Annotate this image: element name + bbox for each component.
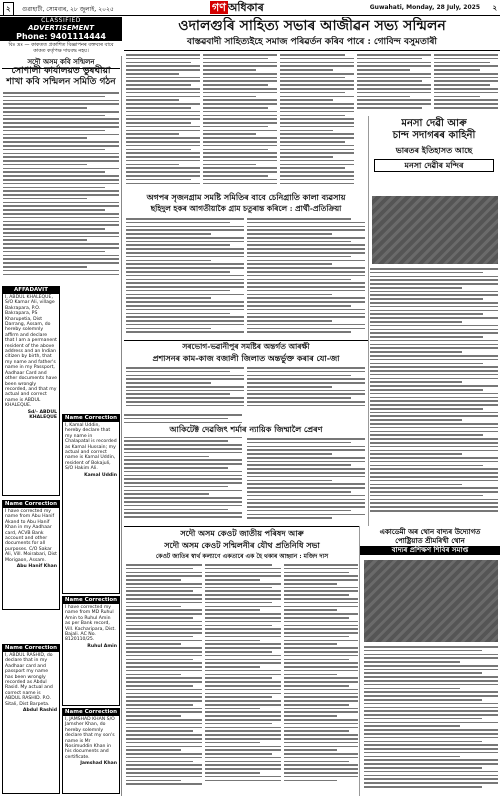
top-story-text [126,54,200,190]
top-story-text [203,54,277,190]
story5-headline: সদৌ অসম কেওট সন্মিলনীৰ যৌথ প্ৰতিনিধি সভা [164,540,320,550]
left-headline: সোণালী কাৰ্যালয়ত ভুৰঘীয়া শাখা কবি সন্মিলন সমিতি গঠন [6,66,116,87]
ad-title: Name Correction [4,645,58,651]
top-story-text [434,54,498,114]
ad-body: I, JAMSHAD KHAN S/O Jamsher Khan, do hereby solemnly declare that my son's name is Mr Nosimuddin Khan in his documents and certificate. [65,717,115,760]
feature-subtitle: ভাৰতৰ ইতিহাসত আছে [395,145,473,155]
ad-signature: Jamshad Khan [80,761,117,767]
story5-kicker: সদৌ অসম কেওট জাতীয় পৰিষদ আৰু [180,528,304,538]
classified-label: CLASSIFIED [41,17,81,24]
name-correction-ad [62,708,120,794]
side-box-line3: বাদ্যৰ প্ৰশিক্ষণ শিবিৰ সমাপ্ত [360,546,500,555]
story5-text [205,564,281,794]
ad-body: I have corrected my name from MD Ruhul Amin to Ruhul Amin as per Bank record, Vill. Kacharipara, Dist. Bajali. AC No. 8120110/25. [65,605,116,643]
ad-signature: Abdul Rashid [22,708,57,714]
column-rule [368,116,369,526]
name-correction-ad [2,500,60,610]
divider [124,526,360,527]
ad-signature: Kamal Uddin [84,472,117,478]
classified-header [0,17,122,41]
story5-text [126,564,202,794]
logo-text: অধিকাৰ [227,1,264,14]
column-rule [359,526,360,796]
story3-text [247,367,365,411]
ad-signature: Abu Hanif Khan [16,564,57,570]
mansa-devi-feature [368,118,500,198]
story4-text [247,438,365,524]
top-story-text [357,54,431,114]
story2-headline: অগপৰ সৃজনগ্ৰাম সমষ্টি সমিতিৰ বাবে চেনিগ্ৰাতি কালা ব্যৱসায় [146,192,346,202]
story2-subhead: ছহিদুল হকৰ আগতীয়াকৈ গ্ৰাম চতুৰান্ত কৰিলে : প্ৰাৰ্থী-প্ৰতিক্ৰিয়া [150,204,342,213]
name-correction-ad [62,414,120,594]
ad-body: I have corrected my name from Abu Hanif Akand to Abu Hanif Khan in my Aadhaar card, ACVB Bank account and other documents for all purposes. C/O Sakar Ali, Vill. Moirabari, Dist Morigaon, Assam. [5,509,57,563]
classified-title: ADVERTISEMENT [27,24,95,32]
top-story-headline: ওদালগুৰি সাহিত্য সভাৰ আজীৱন সভ্য সন্মিলন [178,18,446,34]
page-number-left: ২ [3,2,14,16]
story5-subhead: কেওট জাতিৰ স্বাৰ্থ কল্যাণে একতাৰে এক হৈ থকাৰ আহ্বান : মজিদ দাস [155,553,329,560]
story3-kicker: সৰভোগ-ভৱানীপুৰ সমষ্টিৰ অন্তৰ্গত আৰক্ষী [182,342,310,351]
date-left: গুৱাহাটী, সোমবাৰ, ২৮ জুলাই, ২০২৫ [22,6,114,13]
date-right: Guwahati, Monday, 28 July, 2025 [369,4,480,11]
training-camp-photo [364,560,498,642]
masthead [0,0,500,16]
divider [124,340,368,341]
logo-mark: গণ [212,1,226,14]
classified-notice: বিঃ দ্ৰঃ — কাকতত প্ৰকাশিত বিজ্ঞাপনৰ বক্তব্যৰ বাবে কাকত কৰ্তৃপক্ষ দায়বদ্ধ নহয়। [8,42,114,54]
divider [124,50,500,51]
side-box-text [364,646,498,794]
story3-text [126,367,244,411]
left-article-text [3,92,119,282]
name-correction-ad [62,596,120,706]
feature-title-line1: মনসা দেৱী আৰু [401,118,467,129]
ad-body: I, Kamal Uddin, hereby declare that my name in Chalapatal is recorded as Kamal Hussain; my actual and correct name is Kamal Uddin, resident of Bokajuli, S/O Hakim Ali. [65,423,117,472]
story3-headline: প্ৰশাসনৰ কাম-কাজ বজালী জিলাত অন্তৰ্ভুক্ত কৰাৰ যো-জা [152,353,340,363]
story2-text [126,218,244,338]
affidavit-ad [2,286,60,496]
ad-title: Name Correction [64,415,118,421]
ad-body: I, ABDUL KHALEQUE, S/O Kamar Ali, village Bakrapara, P.O. Bakrapara, PS Kharupetia, Dist Darrang, Assam, do hereby solemnly affirm and declare that I am a permanent resident of the above address and an Indian citizen by birth, that my name and father's name in my Passport, Aadhaar Card and other documents have been wrongly recorded, and that my actual and correct name is ABDUL KHALEQUE. [5,295,58,409]
ad-title: Name Correction [64,709,118,715]
ad-title: AFFADAVIT [3,287,59,294]
top-story-text [280,54,354,190]
ad-title: Name Correction [4,501,58,507]
feature-title-line2: চান্দ সদাগৰৰ কাহিনী [392,130,476,141]
ad-signature: Ruhul Amin [87,643,117,649]
name-correction-ad [2,644,60,794]
ad-title: Name Correction [64,597,118,603]
temple-photo [372,196,498,264]
left-kicker: সদৌ অসম কবি সন্মিলন [2,56,120,69]
ad-body: I, ABDUL RASHID, do declare that in my Aadhaar card and passport my name has been wrongly recorded as Abdul Rasid. My actual and correct name is ABDUL RASHID. P.O. Sitali, Dist Barpeta. [5,653,53,707]
side-box-line1: একাডেমী অৰ থোন বাদ্যৰ উদ্যোগত [379,528,481,536]
side-box-headline [360,528,500,556]
ad-signature: Sd/- ABDUL KHALEQUE [27,409,57,420]
feature-subtitle-boxed: মনসা দেৱীৰ মন্দিৰ [374,159,494,172]
classified-phone: Phone: 9401114444 [16,32,106,41]
story2-text [247,218,365,338]
story5-text [284,564,358,794]
side-box-line2: পোষ্ট্ৰিয়াত শ্ৰীমৰিখী থোন [395,537,465,545]
page-number-right: ২ [492,4,497,12]
story4-headline: আকিটেক্ট দেৱজিৎ শৰ্মাৰ ন্যায়িক জিম্মালৈ প্ৰেৰণ [124,424,368,435]
newspaper-logo [210,0,264,15]
mansa-article-text [370,268,498,524]
top-story-subhead: বাস্তৱবাদী সাহিত্যইহে সমাজ পৰিৱৰ্তন কৰিব পাৰে : গোবিন্দ বসুমতাৰী [187,37,437,47]
